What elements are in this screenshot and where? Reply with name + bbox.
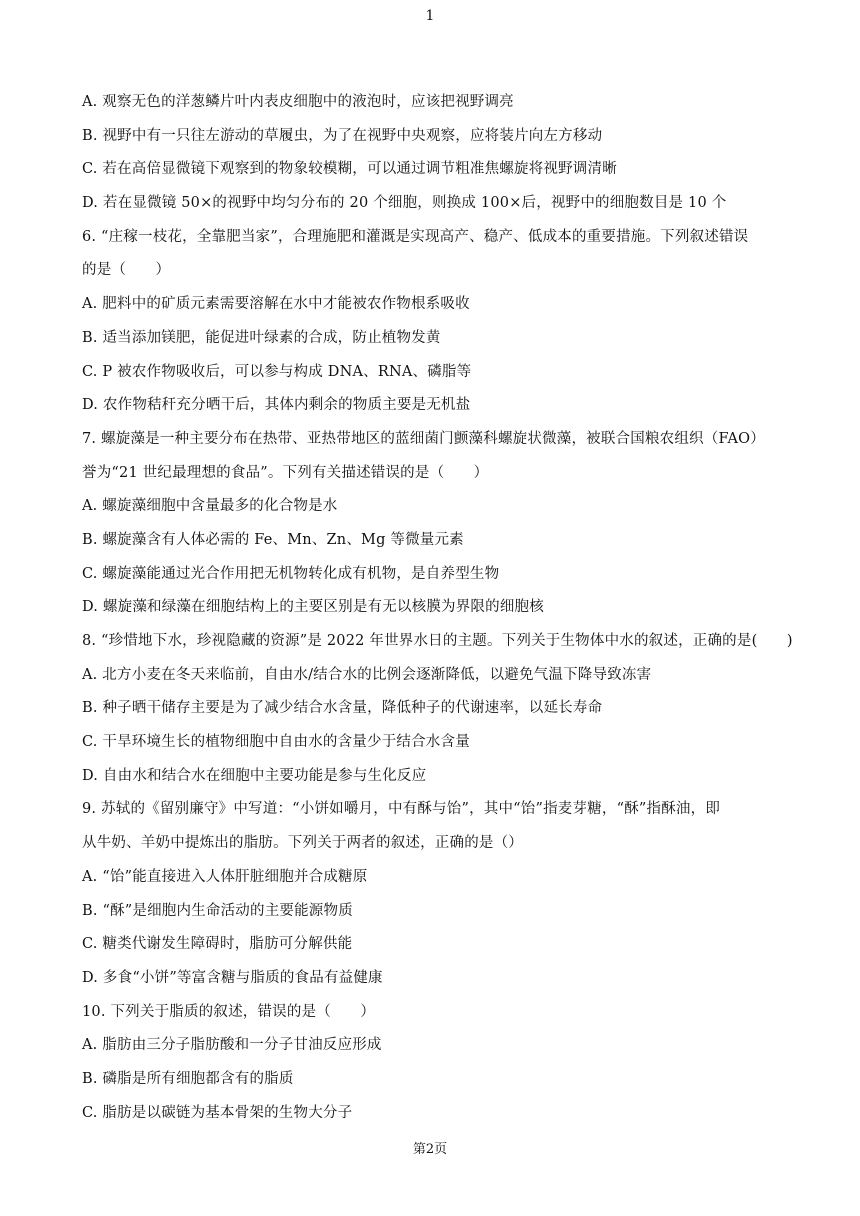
text-line: A. 螺旋藻细胞中含量最多的化合物是水 bbox=[82, 498, 338, 515]
text-line: B. “酥”是细胞内生命活动的主要能源物质 bbox=[82, 902, 353, 919]
text-line: D. 螺旋藻和绿藻在细胞结构上的主要区别是有无以核膜为界限的细胞核 bbox=[82, 599, 544, 616]
text-line: 6. “庄稼一枝花，全靠肥当家”，合理施肥和灌溉是实现高产、稳产、低成本的重要措施。下列叙述错误 bbox=[82, 228, 749, 245]
text-line: C. 脂肪是以碳链为基本骨架的生物大分子 bbox=[82, 1104, 353, 1121]
text-line: C. 干旱环境生长的植物细胞中自由水的含量少于结合水含量 bbox=[82, 734, 470, 751]
text-line: 9. 苏轼的《留别廉守》中写道：“小饼如嚼月，中有酥与饴”，其中“饴”指麦芽糖，“酥”指酥油，即 bbox=[82, 801, 721, 818]
text-line: C. 若在高倍显微镜下观察到的物象较模糊，可以通过调节粗准焦螺旋将视野调清晰 bbox=[82, 161, 617, 178]
text-line: 7. 螺旋藻是一种主要分布在热带、亚热带地区的蓝细菌门颤藻科螺旋状微藻，被联合国粮农组织（FAO） bbox=[82, 430, 765, 447]
text-line: D. 若在显微镜 50×的视野中均匀分布的 20 个细胞，则换成 100×后，视野中的细胞数目是 10 个 bbox=[82, 195, 727, 212]
page-top-number: 1 bbox=[425, 8, 435, 24]
text-line: D. 自由水和结合水在细胞中主要功能是参与生化反应 bbox=[82, 767, 427, 784]
text-line: 的是（ ） bbox=[82, 262, 171, 279]
document-body bbox=[82, 86, 802, 1130]
text-line: A. “饴”能直接进入人体肝脏细胞并合成糖原 bbox=[82, 868, 368, 885]
text-line: B. 种子晒干储存主要是为了减少结合水含量，降低种子的代谢速率，以延长寿命 bbox=[82, 700, 603, 717]
text-line: 从牛奶、羊奶中提炼出的脂肪。下列关于两者的叙述，正确的是（） bbox=[82, 835, 523, 852]
text-line: B. 视野中有一只往左游动的草履虫，为了在视野中央观察，应将装片向左方移动 bbox=[82, 127, 603, 144]
text-line: 10. 下列关于脂质的叙述，错误的是（ ） bbox=[82, 1003, 376, 1020]
text-line: D. 多食“小饼”等富含糖与脂质的食品有益健康 bbox=[82, 969, 383, 986]
text-line: D. 农作物秸秆充分晒干后，其体内剩余的物质主要是无机盐 bbox=[82, 397, 471, 414]
text-line: 8. “珍惜地下水，珍视隐藏的资源”是 2022 年世界水日的主题。下列关于生物体中水的叙述，正确的是( ) bbox=[82, 633, 793, 649]
text-line: A. 观察无色的洋葱鳞片叶内表皮细胞中的液泡时，应该把视野调亮 bbox=[82, 94, 514, 110]
text-line: C. P 被农作物吸收后，可以参与构成 DNA、RNA、磷脂等 bbox=[82, 363, 472, 380]
text-line: A. 北方小麦在冬天来临前，自由水/结合水的比例会逐渐降低，以避免气温下降导致冻害 bbox=[82, 666, 652, 683]
page-footer: 第2页 bbox=[412, 1142, 448, 1157]
text-line: A. 脂肪由三分子脂肪酸和一分子甘油反应形成 bbox=[82, 1037, 382, 1054]
text-line: C. 螺旋藻能通过光合作用把无机物转化成有机物，是自养型生物 bbox=[82, 565, 500, 582]
text-line: C. 糖类代谢发生障碍时，脂肪可分解供能 bbox=[82, 936, 353, 953]
text-line: B. 螺旋藻含有人体必需的 Fe、Mn、Zn、Mg 等微量元素 bbox=[82, 531, 464, 548]
text-line: A. 肥料中的矿质元素需要溶解在水中才能被农作物根系吸收 bbox=[82, 296, 470, 313]
text-line: 誉为“21 世纪最理想的食品”。下列有关描述错误的是（ ） bbox=[82, 464, 489, 481]
text-line: B. 适当添加镁肥，能促进叶绿素的合成，防止植物发黄 bbox=[82, 329, 441, 346]
text-line: B. 磷脂是所有细胞都含有的脂质 bbox=[82, 1070, 294, 1087]
